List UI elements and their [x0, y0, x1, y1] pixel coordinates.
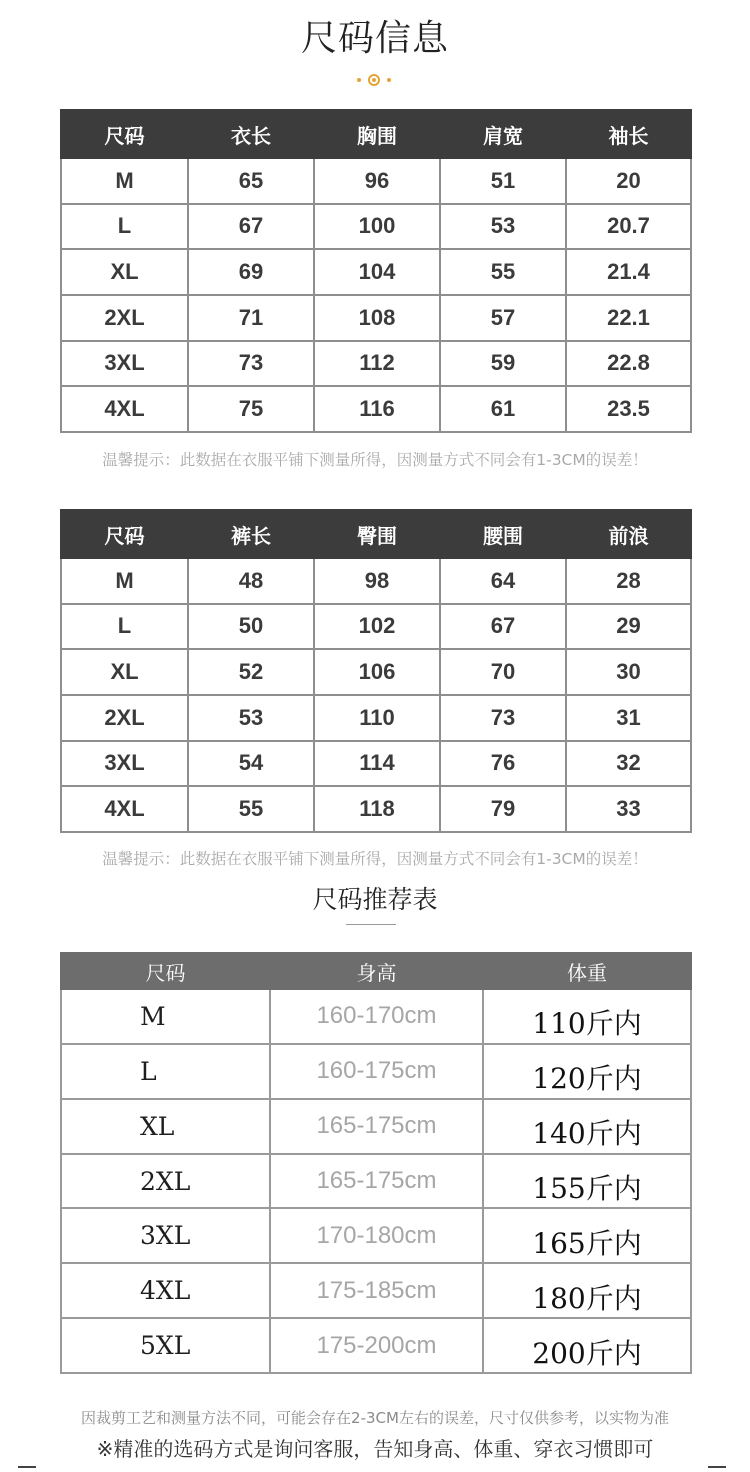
recommend-table-value-cell: 200斤内: [483, 1318, 691, 1373]
pants-size-table-value-cell: 33: [566, 786, 691, 832]
ornament-dot-right: [387, 78, 391, 82]
table-row: [61, 695, 691, 741]
recommend-title-underline: [346, 924, 396, 925]
table-row: [61, 1099, 691, 1154]
top-size-table-header-cell: 胸围: [314, 110, 440, 158]
top-size-table-value-cell: 65: [188, 158, 314, 204]
top-size-table-header-cell: 肩宽: [440, 110, 566, 158]
table-row: [61, 1263, 691, 1318]
top-size-table: [60, 109, 692, 433]
pants-size-table-value-cell: 70: [440, 649, 566, 695]
pants-size-table-value-cell: 32: [566, 741, 691, 787]
top-size-table-header-cell: 衣长: [188, 110, 314, 158]
top-size-table-value-cell: 20: [566, 158, 691, 204]
ornament-ring: [368, 74, 380, 86]
pants-size-table-body: [61, 558, 691, 832]
pants-size-table-value-cell: 106: [314, 649, 440, 695]
top-size-table-value-cell: 20.7: [566, 204, 691, 250]
table-row: [61, 786, 691, 832]
pants-size-table-header-cell: 臀围: [314, 510, 440, 558]
pants-size-table-header-cell: 前浪: [566, 510, 691, 558]
recommend-table-header-cell: 尺码: [61, 953, 270, 989]
recommend-table-value-cell: 175-185cm: [270, 1263, 483, 1318]
top-size-table-value-cell: 59: [440, 341, 566, 387]
pants-size-table-value-cell: 98: [314, 558, 440, 604]
top-size-table-value-cell: 53: [440, 204, 566, 250]
recommend-title: 尺码推荐表: [312, 885, 438, 914]
top-size-table-value-cell: 61: [440, 386, 566, 432]
top-size-table-value-cell: 100: [314, 204, 440, 250]
pants-size-table-header-cell: 腰围: [440, 510, 566, 558]
pants-size-table-value-cell: 55: [188, 786, 314, 832]
top-size-table-value-cell: 21.4: [566, 249, 691, 295]
top-size-table-header-cell: 尺码: [61, 110, 188, 158]
pants-size-table-value-cell: 54: [188, 741, 314, 787]
top-size-table-value-cell: 96: [314, 158, 440, 204]
recommend-table-body: [61, 989, 691, 1373]
top-size-table-value-cell: 67: [188, 204, 314, 250]
top-size-table-value-cell: 55: [440, 249, 566, 295]
size-label-cell: M: [61, 158, 188, 204]
size-label-cell: 4XL: [61, 1263, 270, 1318]
page-title: 尺码信息: [300, 18, 449, 59]
pants-size-table-value-cell: 67: [440, 604, 566, 650]
top-size-table-value-cell: 57: [440, 295, 566, 341]
recommend-table-value-cell: 165-175cm: [270, 1154, 483, 1209]
size-label-cell: M: [61, 989, 270, 1044]
recommend-table-value-cell: 120斤内: [483, 1044, 691, 1099]
table-row: [61, 295, 691, 341]
pants-size-table-header-cell: 尺码: [61, 510, 188, 558]
size-label-cell: 2XL: [61, 1154, 270, 1209]
size-label-cell: 2XL: [61, 695, 188, 741]
table-row: [61, 1154, 691, 1209]
size-label-cell: 3XL: [61, 341, 188, 387]
recommend-table-value-cell: 180斤内: [483, 1263, 691, 1318]
table-row: [61, 341, 691, 387]
top-measurement-note: 温馨提示：此数据在衣服平铺下测量所得，因测量方式不同会有1-3CM的误差！: [102, 451, 648, 469]
pants-size-table-value-cell: 110: [314, 695, 440, 741]
recommend-table-value-cell: 165斤内: [483, 1208, 691, 1263]
table-row: [61, 204, 691, 250]
recommend-table-value-cell: 160-175cm: [270, 1044, 483, 1099]
size-label-cell: 3XL: [61, 1208, 270, 1263]
top-size-table-value-cell: 104: [314, 249, 440, 295]
recommend-table-header-cell: 身高: [270, 953, 483, 989]
pants-size-table-value-cell: 30: [566, 649, 691, 695]
size-label-cell: L: [61, 604, 188, 650]
pants-size-table-value-cell: 118: [314, 786, 440, 832]
recommend-table-header-cell: 体重: [483, 953, 691, 989]
top-size-table-value-cell: 71: [188, 295, 314, 341]
pants-size-table-value-cell: 28: [566, 558, 691, 604]
size-label-cell: 3XL: [61, 741, 188, 787]
size-label-cell: 2XL: [61, 295, 188, 341]
pants-size-table-value-cell: 114: [314, 741, 440, 787]
corner-mark-left: [18, 1466, 36, 1468]
table-row: [61, 158, 691, 204]
pants-size-table-header-row: [61, 510, 691, 558]
pants-size-table-value-cell: 48: [188, 558, 314, 604]
table-row: [61, 1044, 691, 1099]
top-size-table-header-row: [61, 110, 691, 158]
size-label-cell: M: [61, 558, 188, 604]
pants-size-table-value-cell: 50: [188, 604, 314, 650]
pants-size-table-value-cell: 29: [566, 604, 691, 650]
top-size-table-value-cell: 73: [188, 341, 314, 387]
table-row: [61, 249, 691, 295]
pants-size-table-value-cell: 64: [440, 558, 566, 604]
top-size-table-value-cell: 22.8: [566, 341, 691, 387]
pants-measurement-note: 温馨提示：此数据在衣服平铺下测量所得，因测量方式不同会有1-3CM的误差！: [102, 850, 648, 868]
pants-size-table-value-cell: 73: [440, 695, 566, 741]
pants-size-table-value-cell: 52: [188, 649, 314, 695]
pants-size-table-value-cell: 53: [188, 695, 314, 741]
recommend-table-value-cell: 175-200cm: [270, 1318, 483, 1373]
pants-size-table: [60, 509, 692, 833]
footer-disclaimer: 因裁剪工艺和测量方法不同，可能会存在2-3CM左右的误差，尺寸仅供参考，以实物为准: [81, 1409, 669, 1427]
pants-size-table-value-cell: 102: [314, 604, 440, 650]
recommend-table-value-cell: 155斤内: [483, 1154, 691, 1209]
recommend-table-value-cell: 140斤内: [483, 1099, 691, 1154]
top-size-table-value-cell: 51: [440, 158, 566, 204]
table-row: [61, 1208, 691, 1263]
recommend-table: [60, 952, 692, 1374]
table-row: [61, 741, 691, 787]
footer-tip: ※精准的选码方式是询问客服，告知身高、体重、穿衣习惯即可: [96, 1437, 654, 1461]
size-label-cell: 4XL: [61, 386, 188, 432]
recommend-table-value-cell: 165-175cm: [270, 1099, 483, 1154]
recommend-table-header-row: [61, 953, 691, 989]
recommend-table-value-cell: 170-180cm: [270, 1208, 483, 1263]
size-label-cell: XL: [61, 1099, 270, 1154]
corner-mark-right: [708, 1466, 726, 1468]
title-ornament-icon: [355, 74, 393, 86]
table-row: [61, 386, 691, 432]
pants-size-table-value-cell: 31: [566, 695, 691, 741]
recommend-table-value-cell: 110斤内: [483, 989, 691, 1044]
table-row: [61, 604, 691, 650]
size-label-cell: 5XL: [61, 1318, 270, 1373]
top-size-table-body: [61, 158, 691, 432]
table-row: [61, 558, 691, 604]
pants-size-table-value-cell: 79: [440, 786, 566, 832]
size-label-cell: XL: [61, 249, 188, 295]
top-size-table-value-cell: 108: [314, 295, 440, 341]
pants-size-table-header-cell: 裤长: [188, 510, 314, 558]
recommend-table-value-cell: 160-170cm: [270, 989, 483, 1044]
top-size-table-value-cell: 112: [314, 341, 440, 387]
top-size-table-value-cell: 116: [314, 386, 440, 432]
top-size-table-header-cell: 袖长: [566, 110, 691, 158]
top-size-table-value-cell: 69: [188, 249, 314, 295]
size-label-cell: L: [61, 204, 188, 250]
pants-size-table-value-cell: 76: [440, 741, 566, 787]
ornament-dot-left: [357, 78, 361, 82]
table-row: [61, 1318, 691, 1373]
size-label-cell: L: [61, 1044, 270, 1099]
top-size-table-value-cell: 75: [188, 386, 314, 432]
size-label-cell: 4XL: [61, 786, 188, 832]
table-row: [61, 989, 691, 1044]
top-size-table-value-cell: 23.5: [566, 386, 691, 432]
size-label-cell: XL: [61, 649, 188, 695]
top-size-table-value-cell: 22.1: [566, 295, 691, 341]
table-row: [61, 649, 691, 695]
